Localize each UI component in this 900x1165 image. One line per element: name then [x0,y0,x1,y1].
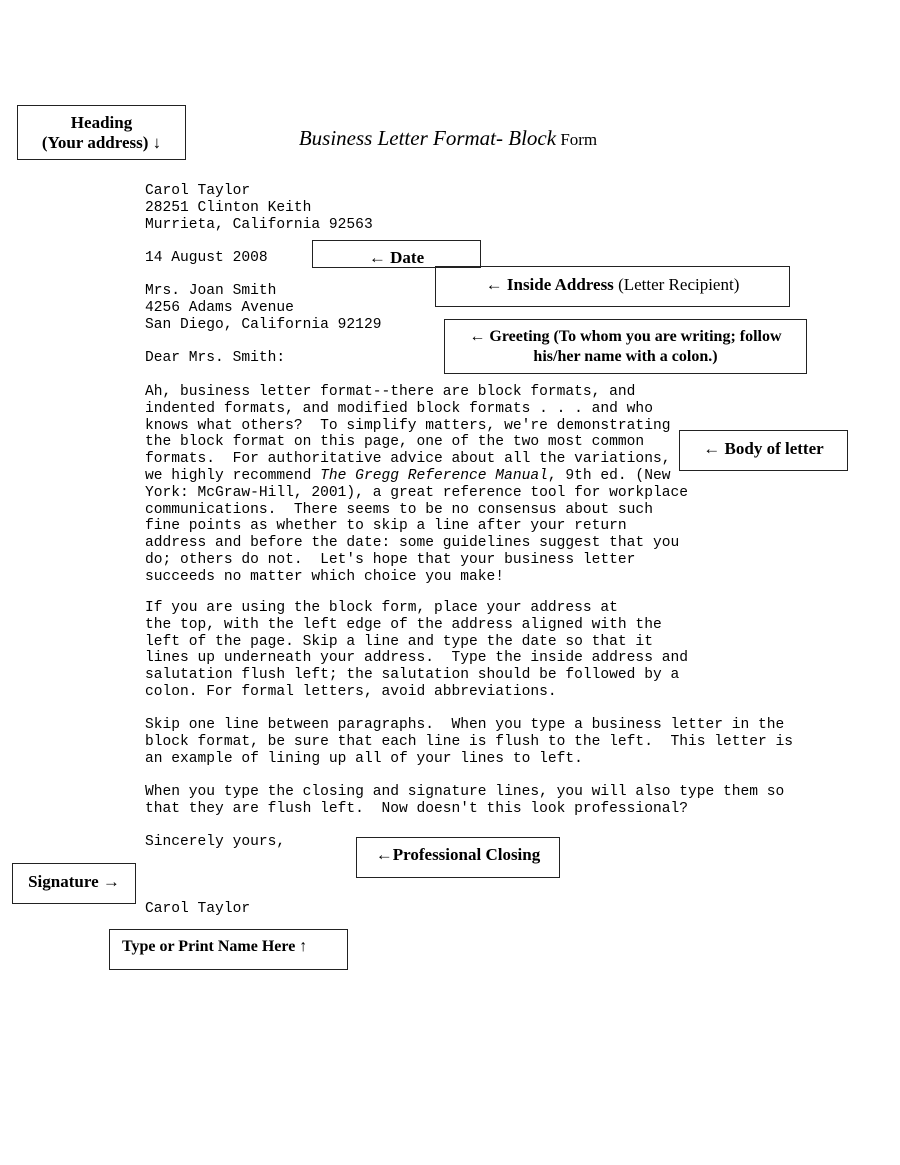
sender-city: Murrieta, California 92563 [145,216,373,233]
letter-date: 14 August 2008 [145,250,268,266]
document-title-regular: Form [556,130,598,149]
date-label: ← Date [368,248,425,267]
date-label-box [312,240,481,268]
heading-label-line2: (Your address) ↓ [41,133,162,152]
inside-address-label-note: (Letter Recipient) [613,275,740,294]
signature-label: Signature → [28,872,120,891]
greeting-label-line1: ← Greeting (To whom you are writing; follow [469,328,782,345]
salutation: Dear Mrs. Smith: [145,350,286,366]
inside-address-label-box [435,266,790,307]
closing: Sincerely yours, [145,834,286,850]
print-name-label: Type or Print Name Here ↑ [122,938,308,955]
signature-label-box [12,863,136,904]
typed-name: Carol Taylor [145,901,251,917]
body-paragraph-4: When you type the closing and signature lines, you will also type them so that they are flush left. Now doesn't this look professional? [145,784,785,817]
body-paragraph-2: If you are using the block form, place your address at the top, with the left edge of the address aligned with the left of the page. Skip a line and type the date so that it lines up underneath your address. Type the inside address and salutation flush left; the salutation should be followed by a colon. For formal letters, avoid abbreviations. [145,600,688,700]
recipient-city: San Diego, California 92129 [145,316,382,333]
heading-label-box [17,105,186,160]
book-title: The Gregg Reference Manual [320,467,548,484]
body-paragraph-1-start: Ah, business letter format--there are block formats, and indented formats, and modified block formats . . . and who knows what others? To simplify matters, we're demonstrating the block format on this page, one of the two most common formats. For authoritative advice about all the variations, we highly recommend [145,384,671,484]
print-name-label-box [109,929,348,970]
body-label-box [679,430,848,471]
body-label: ← Body of letter [703,439,824,458]
recipient-street: 4256 Adams Avenue [145,299,294,316]
closing-label: ←Professional Closing [375,845,541,864]
body-paragraph-1-end: , 9th ed. (New York: McGraw-Hill, 2001), a great reference tool for workplace communications. There seems to be no consensus about such fine points as whether to skip a line after your return address and before the date: some guidelines suggest that you do; others do not. Let's hope that your business letter succeeds no matter which choice you make! [145,467,688,585]
sender-address [145,183,373,233]
body-paragraph-1 [145,384,688,586]
greeting-label-line2: his/her name with a colon.) [533,348,718,365]
heading-label-line1: Heading [70,113,133,132]
inside-address-label: ← Inside Address [485,275,614,294]
sender-name: Carol Taylor [145,183,251,199]
document-title-italic: Business Letter Format- Block [298,126,557,150]
closing-label-box [356,837,560,878]
sender-street: 28251 Clinton Keith [145,199,312,216]
greeting-label-box [444,319,807,374]
recipient-name: Mrs. Joan Smith [145,283,277,299]
body-paragraph-3: Skip one line between paragraphs. When you type a business letter in the block format, be sure that each line is flush to the left. This letter is an example of lining up all of your lines to left. [145,717,794,767]
recipient-address [145,283,381,333]
